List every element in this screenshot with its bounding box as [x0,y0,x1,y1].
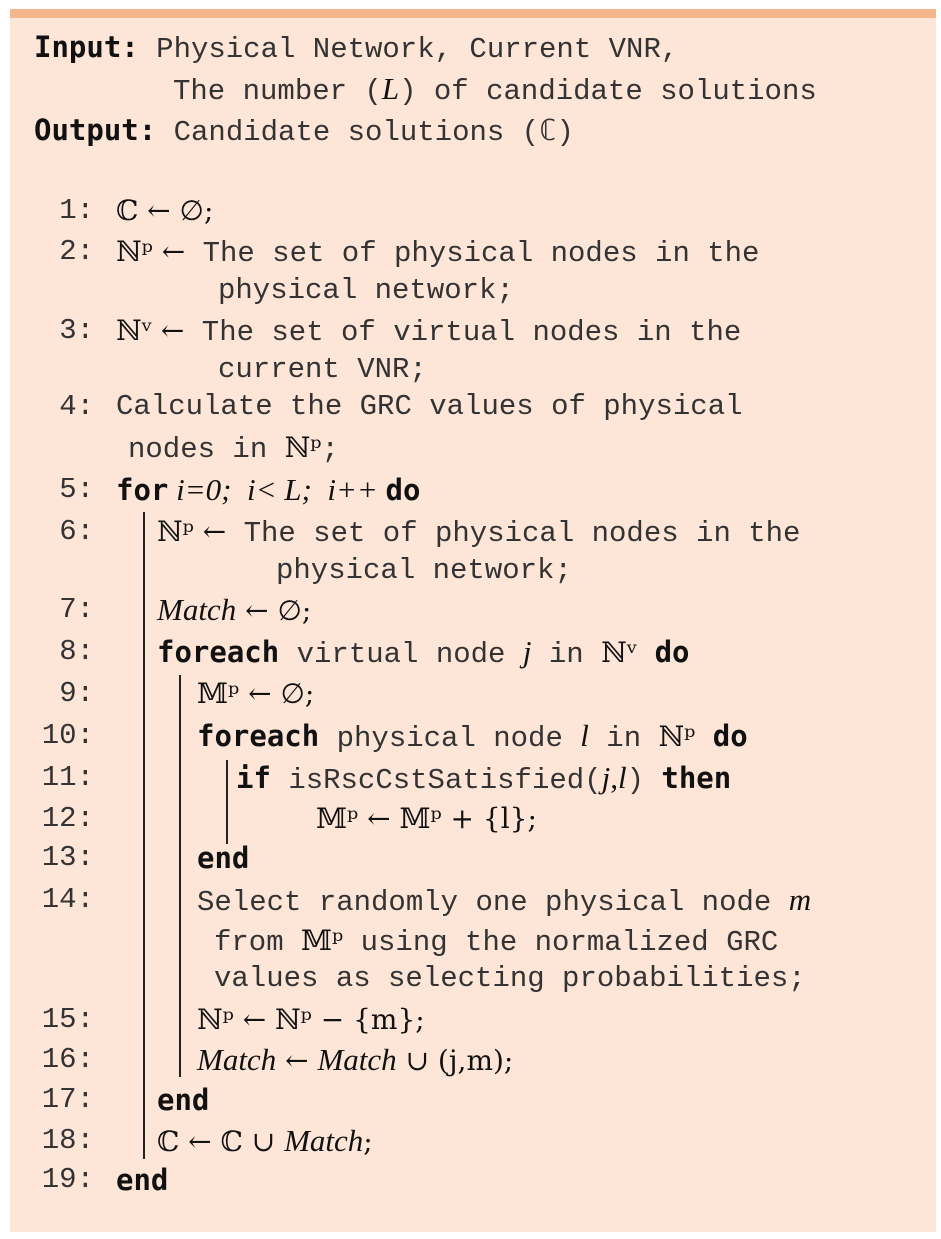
input-row [34,30,678,67]
output-text: Candidate solutions (ℂ) [173,116,574,149]
code-text: ← [276,1044,318,1077]
code-text: values as selecting probabilities; [214,962,806,995]
code-line-3 [116,314,741,350]
code-text: in [531,638,602,671]
code-text: The set of physical nodes in the [243,517,801,550]
code-text: 𝕄ᵖ [301,924,344,957]
line-number: 14: [41,883,94,916]
line-number: 13: [41,841,94,874]
line-number: 7: [59,593,94,626]
line-number: 17: [41,1083,94,1116]
code-line-18 [157,1124,373,1161]
code-line-4 [116,390,743,424]
code-text: Match [157,592,237,627]
line-number: 19: [41,1163,94,1196]
code-line-2-cont [218,274,514,308]
code-line-11 [236,761,731,798]
keyword-for: for [116,473,169,507]
keyword-end: end [197,841,250,875]
code-text: ℕᵖ ← [157,515,227,548]
line-number: 10: [41,719,94,752]
code-text: ; [363,1125,373,1158]
code-line-4-cont [128,431,339,467]
keyword-if: if [236,761,271,795]
foreach-virtual-block-bar [179,675,181,1077]
keyword-do: do [695,719,748,753]
code-text: isRscCstSatisfied( [270,764,602,797]
code-line-15 [197,1003,425,1039]
line-number: 15: [41,1003,94,1036]
keyword-then: then [661,761,732,795]
keyword-foreach: foreach [157,635,280,669]
code-text: ) [626,764,662,797]
code-text: Match [197,1042,277,1077]
input-text-2a: The number ( [173,75,382,108]
line-number: 16: [41,1043,94,1076]
keyword-do: do [637,635,690,669]
code-text: m [788,882,812,917]
line-number: 2: [59,235,94,268]
code-text: physical network; [276,554,572,587]
code-text: ℕᵖ ← ℕᵖ − {m}; [197,1003,425,1036]
line-number: 6: [59,515,94,548]
code-text: physical node [319,722,581,755]
line-number: 3: [59,314,94,347]
code-line-19 [116,1163,168,1200]
code-text: The set of virtual nodes in the [201,316,742,349]
code-line-6-cont [276,554,572,588]
code-text: in [588,722,659,755]
keyword-do: do [385,473,421,507]
line-number: 11: [41,761,94,794]
code-text: current VNR; [218,353,427,386]
line-number: 8: [59,635,94,668]
code-line-17 [157,1083,209,1120]
code-text: nodes in [128,433,285,466]
code-line-3-cont [218,353,427,387]
input-text-1: Physical Network, Current VNR, [156,33,679,66]
code-line-9 [197,677,314,713]
code-line-1 [116,194,213,230]
code-text: physical network; [218,274,514,307]
input-text-2c: ) of candidate solutions [399,75,817,108]
code-text: Calculate the GRC values of physical [116,390,743,423]
output-label: Output: [34,113,157,147]
code-text: ℕᵛ ← [116,314,185,347]
code-text: j [522,634,532,669]
input-row-2 [173,72,817,109]
code-line-14 [197,883,811,920]
code-line-14-cont-2 [214,962,806,996]
code-text: i=0; i< L; i++ [168,472,386,507]
code-text: ℕᵖ [658,720,696,753]
line-number: 18: [41,1124,94,1157]
code-line-7 [157,593,311,630]
for-block-bar [143,512,145,1159]
code-line-5 [116,473,420,510]
code-line-6 [157,515,800,551]
code-text: l [580,718,589,753]
code-text: ← ∅; [236,594,312,627]
code-text: ℕᵖ ← [116,235,186,268]
code-text: ℕᵖ [284,431,322,464]
code-text: virtual node [279,638,523,671]
code-text: Match [284,1123,364,1158]
line-number: 12: [41,802,94,835]
code-text: Select randomly one physical node [197,886,789,919]
keyword-foreach: foreach [197,719,320,753]
line-number: 5: [59,473,94,506]
code-text: The set of physical nodes in the [202,237,760,270]
code-text: ℂ ← ℂ ∪ [157,1125,285,1158]
line-number: 4: [59,390,94,423]
code-line-16 [197,1043,513,1080]
code-text: 𝕄ᵖ ← ∅; [197,677,315,710]
code-line-10 [197,719,748,756]
keyword-end: end [116,1163,169,1197]
code-text: ℕᵛ [601,636,638,669]
input-text-2b: L [381,71,400,106]
code-line-12 [316,802,537,838]
code-text: from [214,926,302,959]
code-line-14-cont [214,924,778,960]
line-number: 9: [59,677,94,710]
code-text: ℂ ← ∅; [116,194,214,227]
code-text: using the normalized GRC [343,926,779,959]
code-line-13 [197,841,249,878]
code-line-2 [116,235,759,271]
code-text: ∪ (j,m); [396,1044,514,1077]
foreach-physical-block-bar [226,760,228,844]
code-line-8 [157,635,690,672]
line-number: 1: [59,194,94,227]
code-text: j,l [601,760,627,795]
output-row [34,113,574,150]
code-text: 𝕄ᵖ ← 𝕄ᵖ + {l}; [316,802,537,835]
input-label: Input: [34,30,139,64]
code-text: ; [321,433,339,466]
keyword-end: end [157,1083,210,1117]
code-text: Match [317,1042,397,1077]
